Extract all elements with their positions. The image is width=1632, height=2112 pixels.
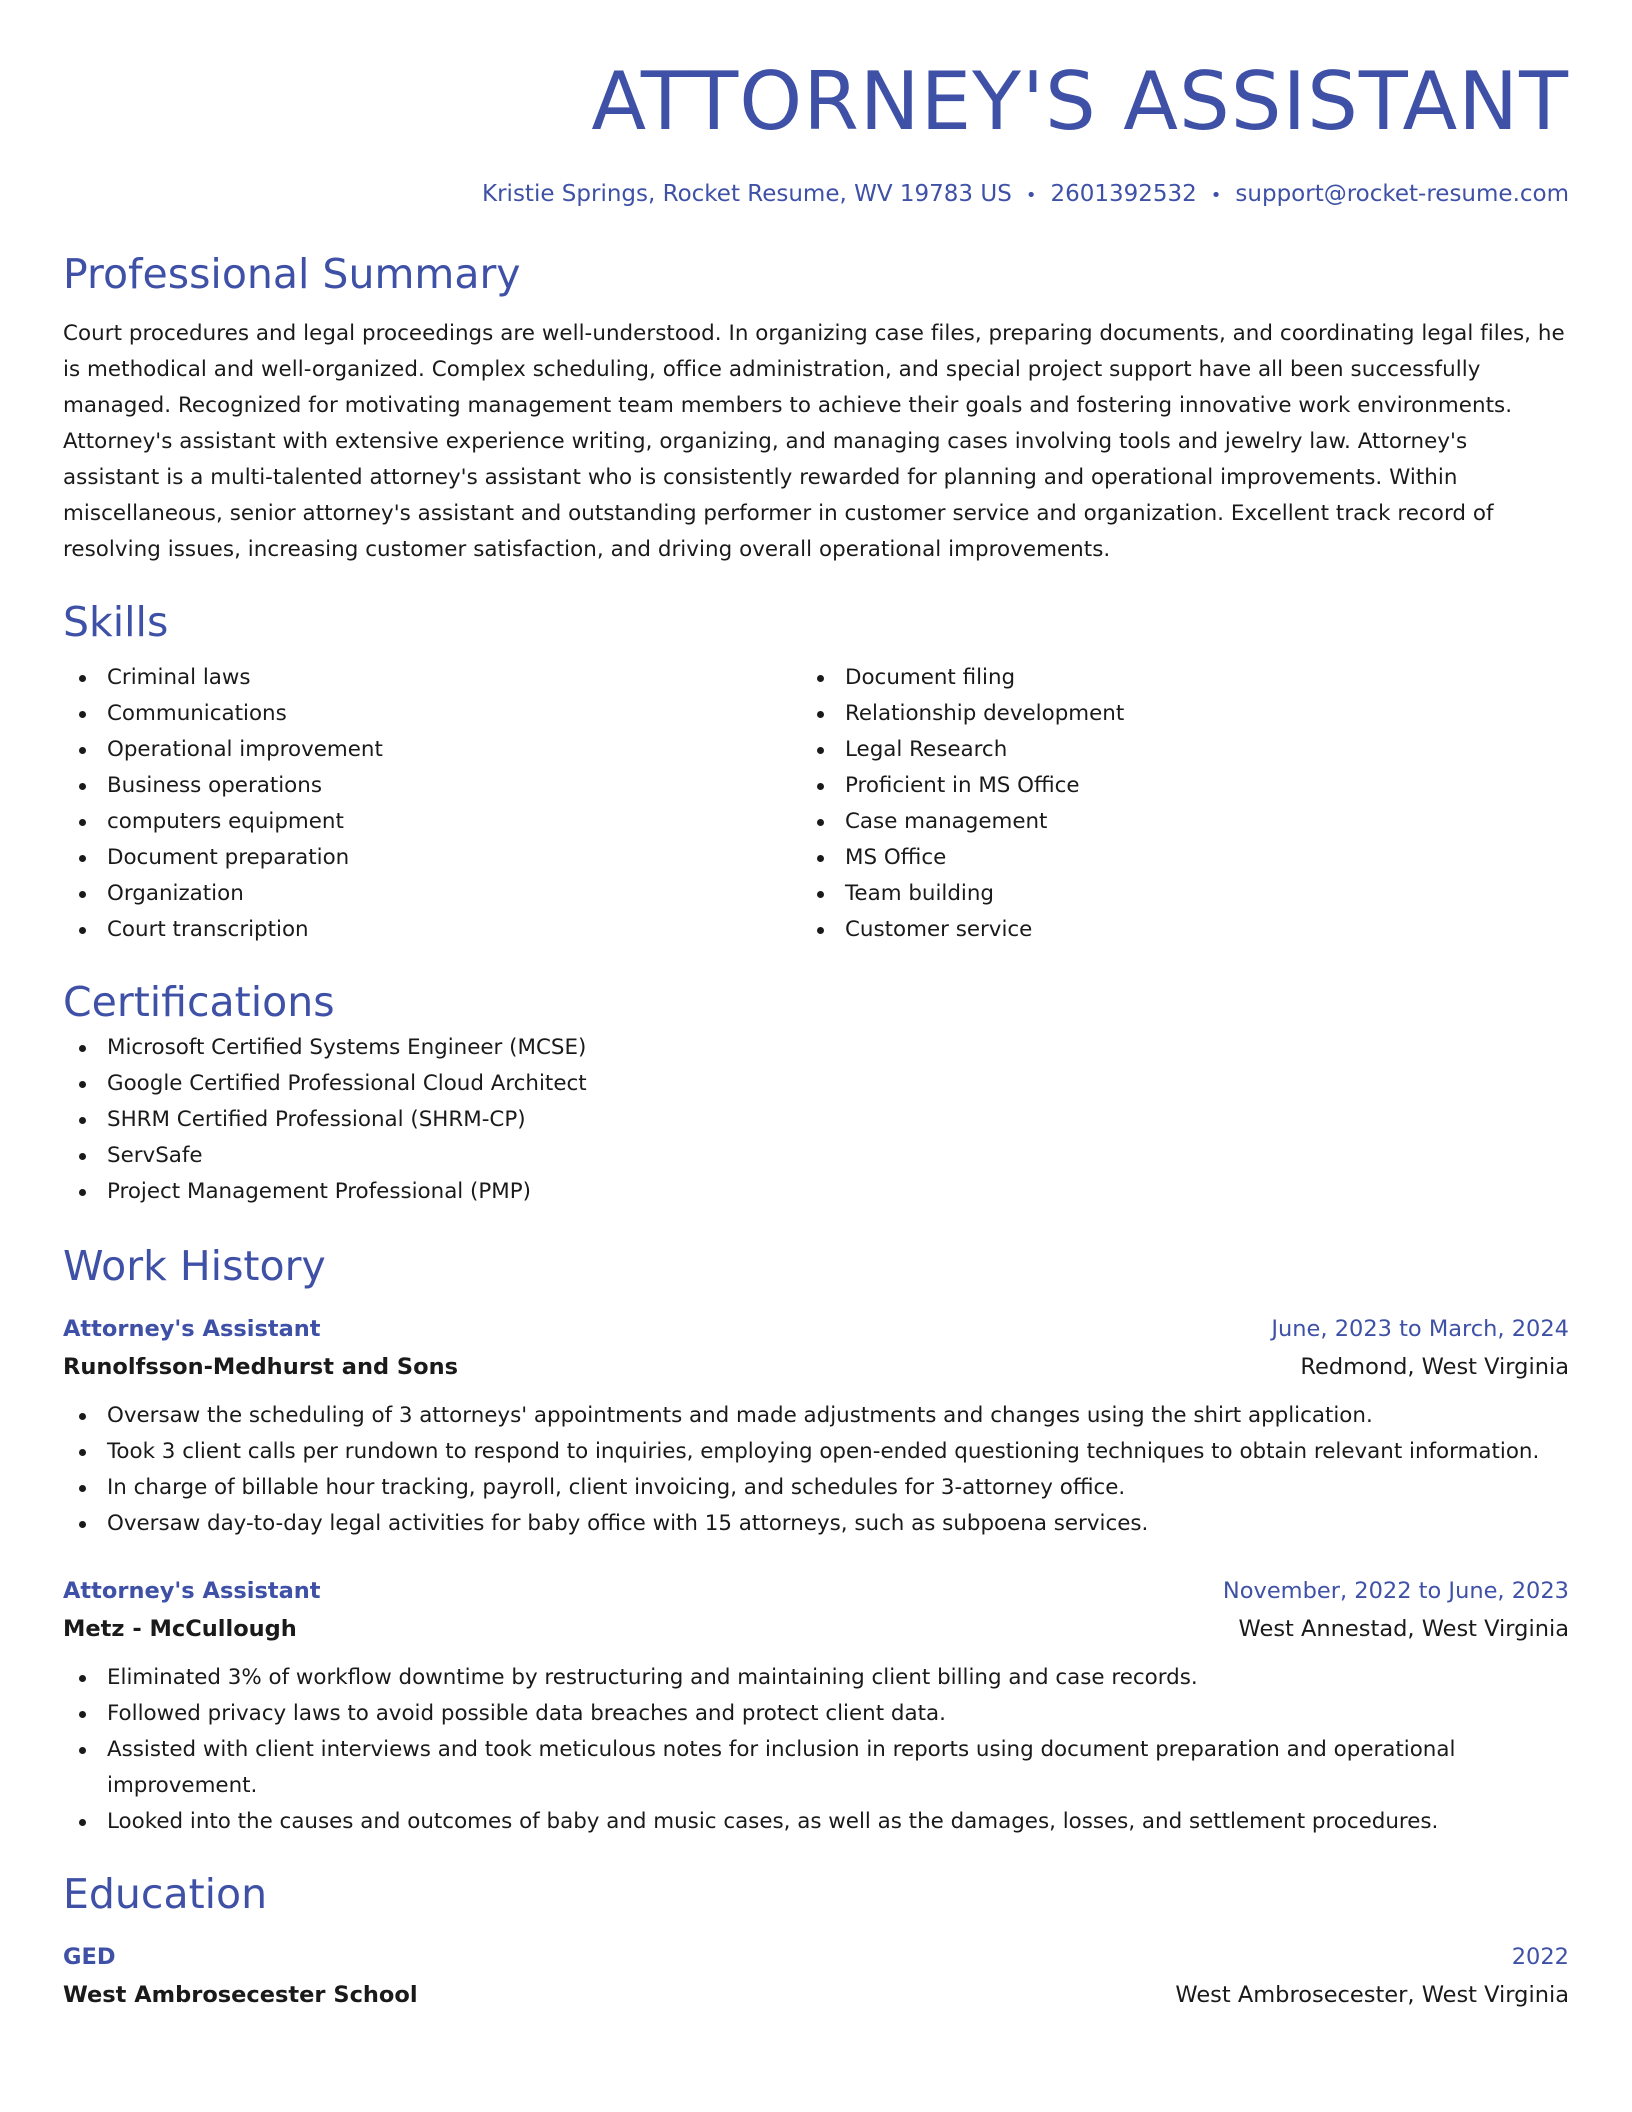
- education-entry: [63, 1938, 1569, 2014]
- job-header-row: [63, 1310, 1569, 1348]
- skill-item: Customer service: [801, 912, 1124, 948]
- job-dates: November, 2022 to June, 2023: [1222, 1578, 1569, 1604]
- certifications-list: [63, 1030, 1569, 1210]
- skill-item: Document filing: [801, 660, 1124, 696]
- skill-item: Case management: [801, 804, 1124, 840]
- skill-item: Document preparation: [63, 840, 801, 876]
- contact-address: Kristie Springs, Rocket Resume, WV 19783 US: [482, 181, 1012, 207]
- skills-list: [63, 660, 1569, 948]
- education-school: West Ambrosecester School: [63, 1982, 418, 2008]
- job-bullet: Looked into the causes and outcomes of baby and music cases, as well as the damages, losses, and settlement procedures.: [63, 1804, 1569, 1840]
- job-bullets: [63, 1398, 1569, 1542]
- job-bullet: Followed privacy laws to avoid possible data breaches and protect client data.: [63, 1696, 1569, 1732]
- skill-item: Relationship development: [801, 696, 1124, 732]
- certification-item: ServSafe: [63, 1138, 1569, 1174]
- resume-title: ATTORNEY'S ASSISTANT: [591, 55, 1569, 148]
- contact-separator: •: [1210, 185, 1222, 206]
- job-header-row: [63, 1572, 1569, 1610]
- resume-header: [63, 52, 1569, 212]
- skill-item: Legal Research: [801, 732, 1124, 768]
- job-entry: [63, 1310, 1569, 1542]
- skill-item: Court transcription: [63, 912, 801, 948]
- contact-phone: 2601392532: [1050, 181, 1197, 207]
- job-bullet: Assisted with client interviews and took meticulous notes for inclusion in reports using document preparation and operational improvement.: [63, 1732, 1569, 1804]
- job-bullet: Took 3 client calls per rundown to respond to inquiries, employing open-ended questioning techniques to obtain relevant information.: [63, 1434, 1569, 1470]
- skill-item: Criminal laws: [63, 660, 801, 696]
- job-company: Metz - McCullough: [63, 1616, 297, 1642]
- skill-item: Team building: [801, 876, 1124, 912]
- skills-column-right: [801, 660, 1124, 948]
- section-title-work-history: Work History: [63, 1242, 326, 1290]
- job-bullet: Oversaw the scheduling of 3 attorneys' appointments and made adjustments and changes using the shirt application.: [63, 1398, 1569, 1434]
- education-header-row: [63, 1938, 1569, 1976]
- job-bullet: Oversaw day-to-day legal activities for baby office with 15 attorneys, such as subpoena services.: [63, 1506, 1569, 1542]
- contact-separator: •: [1025, 185, 1037, 206]
- job-title: Attorney's Assistant: [63, 1578, 321, 1604]
- job-bullet: Eliminated 3% of workflow downtime by restructuring and maintaining client billing and case records.: [63, 1660, 1569, 1696]
- skills-column-left: [63, 660, 801, 948]
- skill-item: Proficient in MS Office: [801, 768, 1124, 804]
- job-location: Redmond, West Virginia: [1300, 1354, 1569, 1380]
- job-bullet: In charge of billable hour tracking, payroll, client invoicing, and schedules for 3-attorney office.: [63, 1470, 1569, 1506]
- education-school-row: [63, 1976, 1569, 2014]
- certification-item: Google Certified Professional Cloud Architect: [63, 1066, 1569, 1102]
- section-title-education: Education: [63, 1870, 268, 1918]
- skill-item: Business operations: [63, 768, 801, 804]
- certification-item: Microsoft Certified Systems Engineer (MCSE): [63, 1030, 1569, 1066]
- job-company: Runolfsson-Medhurst and Sons: [63, 1354, 459, 1380]
- job-title: Attorney's Assistant: [63, 1316, 321, 1342]
- skill-item: Operational improvement: [63, 732, 801, 768]
- job-bullets: [63, 1660, 1569, 1840]
- skill-item: Communications: [63, 696, 801, 732]
- certification-item: Project Management Professional (PMP): [63, 1174, 1569, 1210]
- contact-line: [63, 178, 1569, 212]
- education-location: West Ambrosecester, West Virginia: [1175, 1982, 1569, 2008]
- skill-item: computers equipment: [63, 804, 801, 840]
- certification-item: SHRM Certified Professional (SHRM-CP): [63, 1102, 1569, 1138]
- section-title-summary: Professional Summary: [63, 250, 521, 298]
- job-company-row: [63, 1610, 1569, 1648]
- section-title-skills: Skills: [63, 598, 169, 646]
- job-entry: [63, 1572, 1569, 1840]
- contact-email[interactable]: support@rocket-resume.com: [1235, 181, 1569, 207]
- skill-item: Organization: [63, 876, 801, 912]
- section-title-certifications: Certifications: [63, 978, 335, 1026]
- job-location: West Annestad, West Virginia: [1238, 1616, 1569, 1642]
- education-year: 2022: [1511, 1944, 1569, 1970]
- job-dates: June, 2023 to March, 2024: [1271, 1316, 1569, 1342]
- education-degree: GED: [63, 1944, 116, 1970]
- job-company-row: [63, 1348, 1569, 1386]
- summary-text: Court procedures and legal proceedings are well-understood. In organizing case files, preparing documents, and coordinating legal files, he is methodical and well-organized. Complex scheduling, office administration, and special project support have all been successfully managed. Recognized for motivating management team members to achieve their goals and fostering innovative work environments. Attorney's assistant with extensive experience writing, organizing, and managing cases involving tools and jewelry law. Attorney's assistant is a multi-talented attorney's assistant who is consistently rewarded for planning and operational improvements. Within miscellaneous, senior attorney's assistant and outstanding performer in customer service and organization. Excellent track record of resolving issues, increasing customer satisfaction, and driving overall operational improvements.: [63, 321, 1565, 562]
- skill-item: MS Office: [801, 840, 1124, 876]
